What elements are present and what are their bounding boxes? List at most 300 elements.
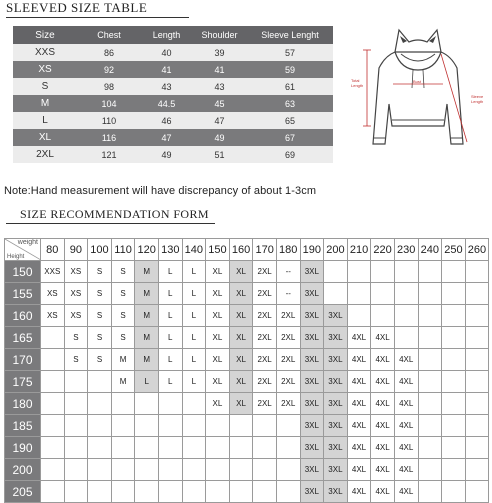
recommended-size-cell (418, 327, 442, 349)
weight-header-cell: 100 (88, 239, 112, 261)
measurement-cell: 57 (247, 44, 333, 61)
recommended-size-cell (371, 261, 395, 283)
recommended-size-cell (276, 459, 300, 481)
weight-header-cell: 140 (182, 239, 206, 261)
height-corner-label: Height (7, 254, 25, 260)
recommended-size-cell (88, 371, 112, 393)
recommended-size-cell (88, 459, 112, 481)
recommended-size-cell (418, 283, 442, 305)
recommended-size-cell: 4XL (347, 393, 371, 415)
size-cell: L (13, 112, 77, 129)
recommended-size-cell: 3XL (324, 371, 348, 393)
height-row (5, 481, 489, 503)
measurement-cell: 47 (141, 129, 192, 146)
recommended-size-cell: 4XL (394, 349, 418, 371)
measurement-cell: 45 (192, 95, 247, 112)
measurement-cell: 69 (247, 146, 333, 163)
recommended-size-cell: 4XL (394, 393, 418, 415)
recommended-size-cell: L (158, 349, 182, 371)
recommended-size-cell: 3XL (300, 415, 324, 437)
recommended-size-cell (442, 261, 466, 283)
recommended-size-cell: XS (64, 283, 88, 305)
size-table-title: SLEEVED SIZE TABLE (6, 0, 148, 15)
recommended-size-cell: 3XL (324, 327, 348, 349)
recommended-size-cell: L (182, 261, 206, 283)
weight-header-cell: 220 (371, 239, 395, 261)
height-cell: 155 (5, 283, 41, 305)
recommended-size-cell: 4XL (347, 415, 371, 437)
total-length-label: Total Length (351, 78, 364, 88)
recommended-size-cell: S (88, 261, 112, 283)
recommended-size-cell: -- (276, 261, 300, 283)
recommended-size-cell (158, 459, 182, 481)
measurement-cell: 46 (141, 112, 192, 129)
recommended-size-cell: 4XL (347, 349, 371, 371)
recommended-size-cell (442, 459, 466, 481)
recommended-size-cell: XL (206, 371, 230, 393)
table-row (13, 112, 333, 129)
recommended-size-cell (41, 349, 65, 371)
recommended-size-cell (276, 481, 300, 503)
recommended-size-cell: 2XL (253, 283, 277, 305)
measurement-cell: 67 (247, 129, 333, 146)
recommended-size-cell (465, 393, 489, 415)
recommended-size-cell (418, 415, 442, 437)
recommended-size-cell (88, 393, 112, 415)
recommended-size-cell (111, 437, 135, 459)
weight-header-cell: 80 (41, 239, 65, 261)
recommended-size-cell: L (182, 327, 206, 349)
recommended-size-cell: S (111, 283, 135, 305)
table-row (13, 129, 333, 146)
recommended-size-cell: L (158, 371, 182, 393)
recommended-size-cell: 4XL (394, 437, 418, 459)
height-row (5, 327, 489, 349)
measurement-cell: 121 (77, 146, 141, 163)
measurement-cell: 98 (77, 78, 141, 95)
recommended-size-cell (111, 459, 135, 481)
recommended-size-cell (182, 415, 206, 437)
recommended-size-cell (111, 415, 135, 437)
recommended-size-cell (442, 437, 466, 459)
recommended-size-cell: L (135, 371, 159, 393)
recommended-size-cell: 2XL (253, 393, 277, 415)
recommended-size-cell: L (158, 261, 182, 283)
recommended-size-cell (253, 459, 277, 481)
recommended-size-cell (371, 305, 395, 327)
recommended-size-cell (418, 481, 442, 503)
recommended-size-cell: L (182, 305, 206, 327)
measurement-cell: 49 (192, 129, 247, 146)
measurement-cell: 59 (247, 61, 333, 78)
measurement-cell: 49 (141, 146, 192, 163)
recommended-size-cell (442, 415, 466, 437)
recommended-size-cell (465, 459, 489, 481)
recommended-size-cell (442, 327, 466, 349)
recommended-size-cell: 3XL (324, 349, 348, 371)
weight-header-cell: 210 (347, 239, 371, 261)
recommended-size-cell (229, 459, 253, 481)
recommended-size-cell (418, 371, 442, 393)
recommended-size-cell (394, 327, 418, 349)
measurement-note: Note:Hand measurement will have discrepancy of about 1-3cm (4, 185, 317, 197)
recommended-size-cell (465, 415, 489, 437)
recommended-size-cell: 4XL (371, 437, 395, 459)
size-recommendation-grid (4, 238, 489, 503)
measurement-cell: 43 (192, 78, 247, 95)
recommended-size-cell (418, 349, 442, 371)
recommended-size-cell (64, 371, 88, 393)
recommended-size-cell: 2XL (253, 305, 277, 327)
recommended-size-cell: 4XL (347, 459, 371, 481)
recommended-size-cell: 3XL (324, 305, 348, 327)
recommended-size-cell (229, 437, 253, 459)
recommended-size-cell: 4XL (394, 459, 418, 481)
height-cell: 200 (5, 459, 41, 481)
recommended-size-cell (442, 371, 466, 393)
recommended-size-cell (41, 459, 65, 481)
size-cell: 2XL (13, 146, 77, 163)
recommended-size-cell: 2XL (253, 371, 277, 393)
recommended-size-cell (347, 305, 371, 327)
recommended-size-cell: 3XL (300, 349, 324, 371)
recommended-size-cell (418, 393, 442, 415)
measurement-cell: 86 (77, 44, 141, 61)
recommended-size-cell (253, 481, 277, 503)
size-cell: XL (13, 129, 77, 146)
recommended-size-cell: 4XL (371, 371, 395, 393)
recommended-size-cell: 3XL (300, 437, 324, 459)
recommended-size-cell: S (64, 349, 88, 371)
recommended-size-cell: M (111, 371, 135, 393)
recommended-size-cell (465, 371, 489, 393)
recommended-size-cell (41, 371, 65, 393)
measurement-cell: 41 (192, 61, 247, 78)
height-cell: 170 (5, 349, 41, 371)
recommended-size-cell: XL (206, 305, 230, 327)
measurement-cell: 116 (77, 129, 141, 146)
height-cell: 160 (5, 305, 41, 327)
recommended-size-cell: 3XL (324, 481, 348, 503)
recommended-size-cell: 2XL (253, 349, 277, 371)
recommended-size-cell (158, 481, 182, 503)
recommended-size-cell: XL (229, 371, 253, 393)
table-row (13, 78, 333, 95)
recommended-size-cell: 2XL (276, 327, 300, 349)
table-row (13, 95, 333, 112)
height-row (5, 393, 489, 415)
recommended-size-cell: -- (276, 283, 300, 305)
recommended-size-cell (41, 327, 65, 349)
recommended-size-cell: M (111, 349, 135, 371)
recommended-size-cell (135, 459, 159, 481)
recommended-size-cell: M (135, 283, 159, 305)
hoodie-with-cat-ears-icon (345, 26, 490, 166)
recommended-size-cell (182, 481, 206, 503)
recommended-size-cell (88, 437, 112, 459)
recommended-size-cell: XL (229, 349, 253, 371)
recommended-size-cell: 3XL (300, 371, 324, 393)
recommended-size-cell (158, 393, 182, 415)
col-header-shoulder: Shoulder (192, 26, 247, 44)
sleeve-length-label: Sleeve Length (471, 94, 484, 104)
size-cell: XS (13, 61, 77, 78)
recommended-size-cell (418, 437, 442, 459)
recommended-size-cell (182, 393, 206, 415)
recommended-size-cell (324, 261, 348, 283)
recommended-size-cell: 2XL (253, 261, 277, 283)
recommended-size-cell: M (135, 261, 159, 283)
weight-header-cell: 120 (135, 239, 159, 261)
recommended-size-cell: S (88, 283, 112, 305)
recommended-size-cell (88, 481, 112, 503)
recommended-size-cell: S (111, 305, 135, 327)
recommended-size-cell: 4XL (371, 327, 395, 349)
recommended-size-cell (64, 459, 88, 481)
title-underline (6, 223, 215, 224)
grid-corner-cell (5, 239, 41, 261)
recommended-size-cell (64, 437, 88, 459)
weight-header-cell: 160 (229, 239, 253, 261)
recommended-size-cell: 3XL (300, 459, 324, 481)
recommended-size-cell: S (88, 327, 112, 349)
recommended-size-cell (347, 261, 371, 283)
weight-header-cell: 130 (158, 239, 182, 261)
height-cell: 150 (5, 261, 41, 283)
height-row (5, 459, 489, 481)
measurement-cell: 44.5 (141, 95, 192, 112)
recommended-size-cell: XL (206, 327, 230, 349)
height-cell: 185 (5, 415, 41, 437)
col-header-chest: Chest (77, 26, 141, 44)
recommended-size-cell: XXS (41, 261, 65, 283)
recommended-size-cell (64, 481, 88, 503)
weight-header-cell: 200 (324, 239, 348, 261)
recommended-size-cell (206, 415, 230, 437)
recommended-size-cell (324, 283, 348, 305)
recommended-size-cell: S (88, 349, 112, 371)
recommended-size-cell (347, 283, 371, 305)
recommended-size-cell (418, 459, 442, 481)
weight-header-cell: 230 (394, 239, 418, 261)
recommended-size-cell (442, 283, 466, 305)
recommended-size-cell: 4XL (347, 437, 371, 459)
recommended-size-cell (276, 415, 300, 437)
recommended-size-cell: 4XL (347, 371, 371, 393)
recommended-size-cell (465, 283, 489, 305)
height-cell: 175 (5, 371, 41, 393)
recommended-size-cell: 4XL (371, 393, 395, 415)
recommended-size-cell (418, 305, 442, 327)
table-row (13, 61, 333, 78)
recommended-size-cell: 4XL (347, 481, 371, 503)
col-header-sleeve: Sleeve Lenght (247, 26, 333, 44)
recommended-size-cell: XS (41, 305, 65, 327)
recommended-size-cell (135, 481, 159, 503)
height-row (5, 371, 489, 393)
height-cell: 190 (5, 437, 41, 459)
recommended-size-cell (182, 437, 206, 459)
height-cell: 180 (5, 393, 41, 415)
bust-label: Bust (413, 79, 422, 84)
recommended-size-cell: 2XL (253, 327, 277, 349)
weight-header-cell: 110 (111, 239, 135, 261)
weight-header-cell: 250 (442, 239, 466, 261)
measurement-cell: 65 (247, 112, 333, 129)
recommended-size-cell: 4XL (394, 371, 418, 393)
recommended-size-cell (442, 481, 466, 503)
recommended-size-cell: XL (206, 261, 230, 283)
recommended-size-cell (394, 261, 418, 283)
recommended-size-cell (394, 283, 418, 305)
recommended-size-cell: L (182, 283, 206, 305)
recommended-size-cell: L (182, 371, 206, 393)
measurement-cell: 63 (247, 95, 333, 112)
recommended-size-cell (253, 437, 277, 459)
recommended-size-cell: S (88, 305, 112, 327)
weight-header-cell: 190 (300, 239, 324, 261)
recommended-size-cell (465, 349, 489, 371)
recommended-size-cell: XS (64, 261, 88, 283)
height-row (5, 437, 489, 459)
recommended-size-cell (206, 459, 230, 481)
col-header-size: Size (13, 26, 77, 44)
recommended-size-cell (41, 437, 65, 459)
recommended-size-cell (465, 327, 489, 349)
recommended-size-cell: XL (206, 393, 230, 415)
measurement-cell: 104 (77, 95, 141, 112)
recommended-size-cell (88, 415, 112, 437)
recommended-size-cell (111, 393, 135, 415)
recommended-size-cell: XL (229, 327, 253, 349)
recommended-size-cell (135, 437, 159, 459)
recommended-size-cell (41, 415, 65, 437)
recommended-size-cell: XL (229, 393, 253, 415)
recommended-size-cell (111, 481, 135, 503)
weight-header-cell: 180 (276, 239, 300, 261)
recommended-size-cell: 4XL (371, 349, 395, 371)
recommended-size-cell: 3XL (300, 261, 324, 283)
weight-corner-label: weight (17, 239, 38, 246)
height-row (5, 283, 489, 305)
recommended-size-cell: L (158, 283, 182, 305)
table-row (13, 146, 333, 163)
measurement-cell: 41 (141, 61, 192, 78)
recommended-size-cell: S (111, 261, 135, 283)
recommended-size-cell: 3XL (300, 305, 324, 327)
weight-header-cell: 260 (465, 239, 489, 261)
recommended-size-cell (418, 261, 442, 283)
recommended-size-cell (465, 305, 489, 327)
size-cell: S (13, 78, 77, 95)
height-row (5, 261, 489, 283)
recommended-size-cell: S (111, 327, 135, 349)
recommended-size-cell (41, 393, 65, 415)
recommended-size-cell: 4XL (347, 327, 371, 349)
size-table-header-row (13, 26, 333, 44)
height-row (5, 305, 489, 327)
weight-header-cell: 240 (418, 239, 442, 261)
recommended-size-cell (158, 415, 182, 437)
recommended-size-cell: XS (41, 283, 65, 305)
recommendation-title: SIZE RECOMMENDATION FORM (20, 207, 209, 221)
recommended-size-cell: 4XL (394, 415, 418, 437)
recommended-size-cell (394, 305, 418, 327)
height-row (5, 415, 489, 437)
recommended-size-cell: 3XL (300, 327, 324, 349)
measurement-cell: 110 (77, 112, 141, 129)
recommended-size-cell (182, 459, 206, 481)
recommended-size-cell: 4XL (394, 481, 418, 503)
recommended-size-cell (64, 415, 88, 437)
weight-header-cell: 170 (253, 239, 277, 261)
recommended-size-cell (229, 481, 253, 503)
recommended-size-cell: 4XL (371, 415, 395, 437)
recommended-size-cell: XL (229, 283, 253, 305)
recommended-size-cell: L (182, 349, 206, 371)
recommended-size-cell (442, 393, 466, 415)
weight-header-cell: 150 (206, 239, 230, 261)
recommended-size-cell (253, 415, 277, 437)
measurement-cell: 40 (141, 44, 192, 61)
recommended-size-cell (206, 481, 230, 503)
recommended-size-cell: 3XL (324, 459, 348, 481)
recommended-size-cell (135, 415, 159, 437)
height-cell: 165 (5, 327, 41, 349)
weight-header-cell: 90 (64, 239, 88, 261)
size-cell: XXS (13, 44, 77, 61)
recommended-size-cell: M (135, 305, 159, 327)
measurement-cell: 43 (141, 78, 192, 95)
recommended-size-cell: 3XL (300, 283, 324, 305)
recommended-size-cell: 4XL (371, 459, 395, 481)
recommended-size-cell: XL (206, 349, 230, 371)
sleeved-size-table (13, 26, 333, 163)
title-underline (6, 17, 189, 18)
recommended-size-cell: XL (206, 283, 230, 305)
recommended-size-cell: L (158, 305, 182, 327)
recommended-size-cell (276, 437, 300, 459)
recommended-size-cell (465, 261, 489, 283)
col-header-length: Length (141, 26, 192, 44)
recommended-size-cell: 2XL (276, 349, 300, 371)
measurement-cell: 61 (247, 78, 333, 95)
recommended-size-cell (206, 437, 230, 459)
recommended-size-cell: XS (64, 305, 88, 327)
recommended-size-cell (465, 437, 489, 459)
recommended-size-cell: L (158, 327, 182, 349)
height-row (5, 349, 489, 371)
recommended-size-cell: XL (229, 261, 253, 283)
recommended-size-cell: 4XL (371, 481, 395, 503)
recommended-size-cell (158, 437, 182, 459)
weight-header-row (5, 239, 489, 261)
recommended-size-cell: XL (229, 305, 253, 327)
recommended-size-cell (135, 393, 159, 415)
measurement-cell: 92 (77, 61, 141, 78)
recommended-size-cell: 3XL (324, 415, 348, 437)
measurement-cell: 39 (192, 44, 247, 61)
height-cell: 205 (5, 481, 41, 503)
recommended-size-cell (371, 283, 395, 305)
measurement-cell: 51 (192, 146, 247, 163)
size-cell: M (13, 95, 77, 112)
recommended-size-cell: M (135, 327, 159, 349)
recommended-size-cell (465, 481, 489, 503)
recommended-size-cell: 3XL (300, 393, 324, 415)
recommended-size-cell: S (64, 327, 88, 349)
recommended-size-cell: 3XL (324, 393, 348, 415)
